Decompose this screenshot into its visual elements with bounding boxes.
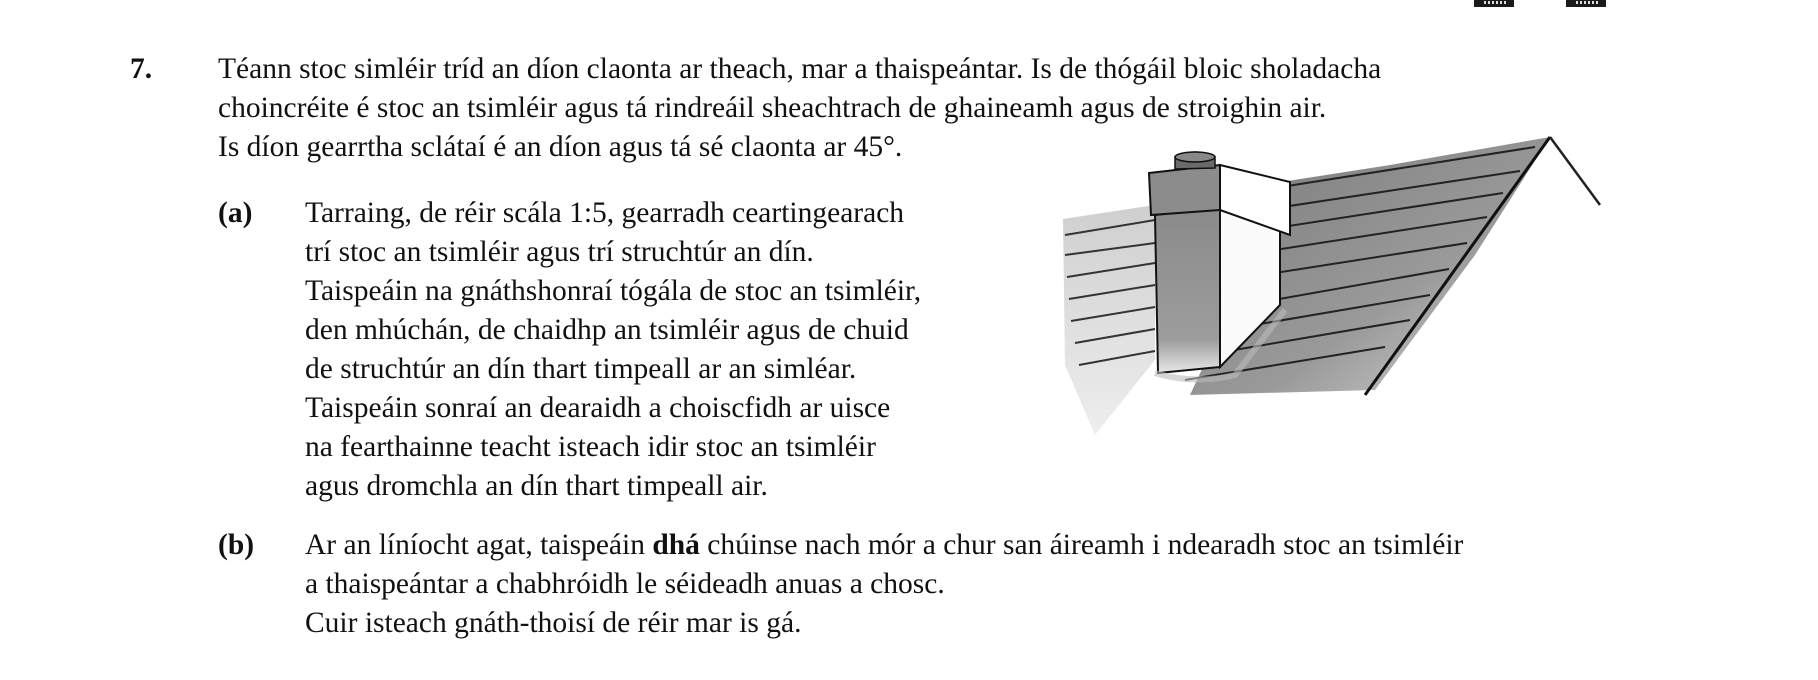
part-b-text: chúinse nach mór a chur san áireamh i ndearadh stoc an tsimléir xyxy=(699,529,1464,561)
part-b-line: Cuir isteach gnáth-thoisí de réir mar is gá. xyxy=(305,607,802,639)
chimney-illustration xyxy=(1055,135,1615,470)
part-a-line: trí stoc an tsimléir agus trí struchtúr an dín. xyxy=(305,236,814,268)
chimney-front xyxy=(1155,207,1220,373)
header-icon-left xyxy=(1474,0,1514,7)
gable-edge xyxy=(1550,137,1600,205)
part-b-line xyxy=(305,526,1463,565)
part-b-line: a thaispeántar a chabhróidh le séideadh anuas a chosc. xyxy=(305,568,945,600)
part-a-line: Taispeáin sonraí an dearaidh a choiscfidh ar uisce xyxy=(305,392,891,424)
chimney-cap-front xyxy=(1149,165,1220,215)
intro-line: Téann stoc simléir tríd an díon claonta ar theach, mar a thaispeántar. Is de thógáil bloic sholadacha xyxy=(218,53,1382,85)
part-a-line: Taispeáin na gnáthshonraí tógála de stoc an tsimléir, xyxy=(305,275,922,307)
part-a-line: Tarraing, de réir scála 1:5, gearradh ceartingearach xyxy=(305,197,905,229)
part-a-label: (a) xyxy=(218,197,253,229)
part-a-line: de struchtúr an dín thart timpeall ar an simléar. xyxy=(305,353,857,385)
part-a-line: den mhúchán, de chaidhp an tsimléir agus de chuid xyxy=(305,314,909,346)
intro-line: choincréite é stoc an tsimléir agus tá rindreáil sheachtrach de ghaineamh agus de stroighin air. xyxy=(218,92,1327,124)
part-b-label: (b) xyxy=(218,529,255,561)
header-icon-right xyxy=(1566,0,1606,7)
part-b-text: Ar an líníocht agat, taispeáin xyxy=(305,529,653,561)
intro-line: Is díon gearrtha sclátaí é an díon agus tá sé claonta ar 45°. xyxy=(218,131,903,163)
part-a-line: na fearthainne teacht isteach idir stoc an tsimléir xyxy=(305,431,876,463)
part-a-line: agus dromchla an dín thart timpeall air. xyxy=(305,470,768,502)
question-number: 7. xyxy=(130,53,153,85)
part-b-emphasis: dhá xyxy=(652,529,700,561)
